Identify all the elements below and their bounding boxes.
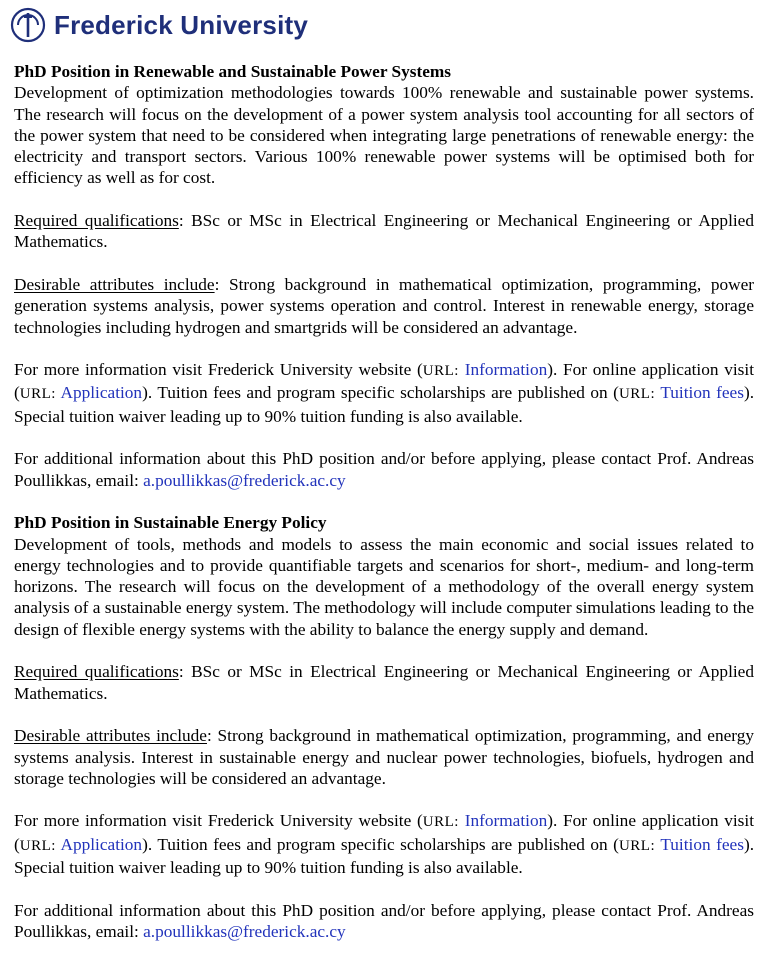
university-name: Frederick University [54,9,309,40]
url-label: URL: [19,386,56,403]
more-information [14,359,754,427]
tuition-fees-link[interactable]: Tuition fees [660,834,744,854]
contact-info [14,448,754,491]
position-section [14,61,754,491]
desirable-label: Desirable attributes include [14,726,207,746]
application-link[interactable]: Application [60,383,143,403]
url-label: URL: [422,814,459,831]
more-info-text: ). Special tuition waiver leading up to 90% tuition funding is also available. [14,383,755,426]
contact-email-link[interactable]: a.poullikkas@frederick.ac.cy [143,470,346,490]
position-title: PhD Position in Renewable and Sustainable Power Systems [14,62,452,81]
required-label: Required qualifications [14,211,179,231]
required-text: : BSc or MSc in Electrical Engineering or Mechanical Engineering or Applied Mathematics. [14,662,754,703]
desirable-attributes [14,725,754,789]
position-title: PhD Position in Sustainable Energy Policy [14,513,327,533]
university-emblem-icon [10,7,46,43]
required-qualifications [14,210,754,253]
contact-email-link[interactable]: a.poullikkas@frederick.ac.cy [143,921,346,941]
more-info-text: For more information visit Frederick University website ( [14,360,423,380]
more-info-text: ). For online application visit ( [14,360,755,403]
contact-text: For additional information about this PhD position and/or before applying, please contact Prof. Andreas Poullikkas, email: [14,449,754,490]
tuition-fees-link[interactable]: Tuition fees [660,383,744,403]
required-label: Required qualifications [14,662,179,682]
desirable-label: Desirable attributes include [14,274,215,294]
more-info-text: ). Tuition fees and program specific scholarships are published on ( [142,383,619,403]
position-description: Development of optimization methodologies towards 100% renewable and sustainable power systems. The research will focus on the development of a power system analysis tool accounting for all sectors of the power system that need to be considered when integrating large penetrations of renewable energy: the electricity and transport sectors. Various 100% renewable power systems will be optimised both for efficiency as well as for cost. [14,83,754,188]
university-logo [10,4,308,46]
more-info-text: For more information visit Frederick University website ( [14,811,423,831]
position-section [14,512,754,942]
required-text: : BSc or MSc in Electrical Engineering or Mechanical Engineering or Applied Mathematics. [14,211,754,252]
more-info-text: ). Tuition fees and program specific scholarships are published on ( [142,834,619,854]
desirable-text: : Strong background in mathematical optimization, programming, and energy systems analysis. Interest in sustainable energy and nuclear power technologies, biofuels, hydrogen and storage technologies will be considered an advantage. [14,726,754,788]
url-label: URL: [618,386,656,403]
information-link[interactable]: Information [464,360,548,380]
url-label: URL: [422,363,459,380]
contact-text: For additional information about this PhD position and/or before applying, please contact Prof. Andreas Poullikkas, email: [14,900,754,941]
position-description: Development of tools, methods and models to assess the main economic and social issues related to energy technologies and to provide quantifiable targets and scenarios for short-, medium- and long-term horizons. The research will focus on the development of a methodology of the overall energy system analysis of a sustainable energy system. The methodology will include computer simulations leading to the design of flexible energy systems with the ability to balance the energy supply and demand. [14,534,754,639]
document-body [14,61,754,942]
more-information [14,810,754,878]
required-qualifications [14,661,754,704]
url-label: URL: [19,837,56,854]
more-info-text: ). For online application visit ( [14,811,755,854]
url-label: URL: [618,837,656,854]
contact-info [14,900,754,943]
application-link[interactable]: Application [60,834,143,854]
desirable-text: : Strong background in mathematical optimization, programming, power generation systems analysis, power systems operation and control. Interest in renewable energy, storage technologies including hydrogen and smartgrids will be considered an advantage. [14,274,755,337]
more-info-text: ). Special tuition waiver leading up to 90% tuition funding is also available. [14,834,755,877]
desirable-attributes [14,274,754,338]
information-link[interactable]: Information [464,811,548,831]
